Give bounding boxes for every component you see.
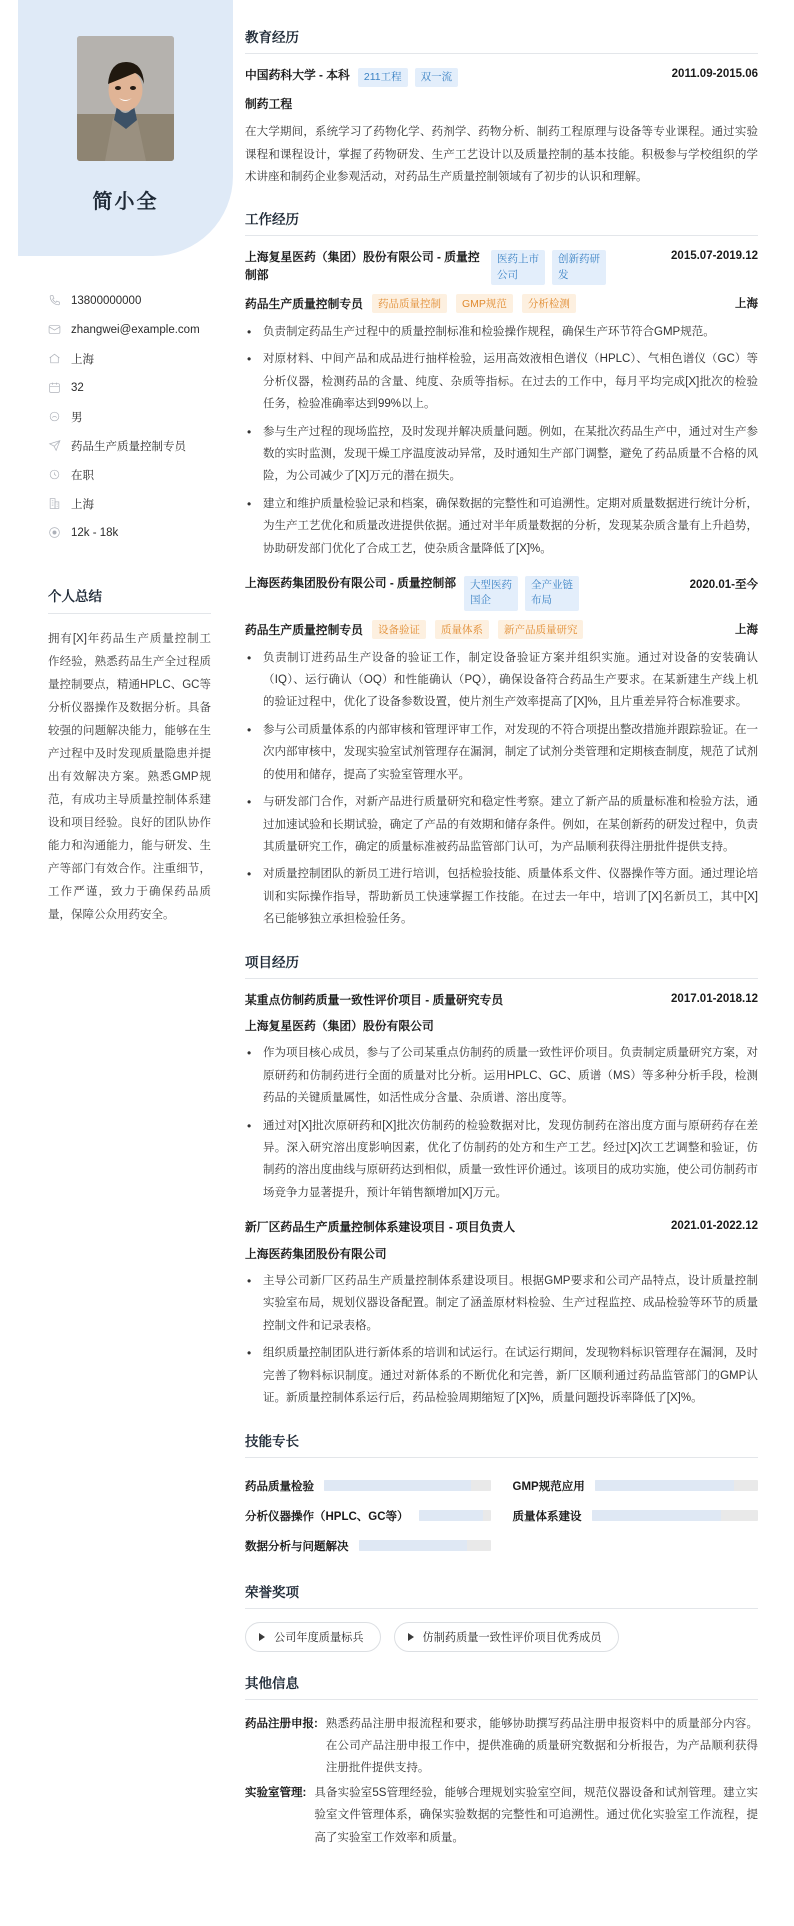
project-bullet: • 主导公司新厂区药品生产质量控制体系建设项目。根据GMP要求和公司产品特点，设计质量控制实验室布局，规划仪器设备配置。制定了涵盖原材料检验、生产过程监控、成品检验等环节的质量控制文件和记录表格。 xyxy=(245,1270,758,1337)
building-icon xyxy=(48,497,61,510)
work-bullet: • 负责制定药品生产过程中的质量控制标准和检验操作规程，确保生产环节符合GMP规范。 xyxy=(245,321,758,343)
project-bullet: • 通过对[X]批次原研药和[X]批次仿制药的检验数据对比，发现仿制药在溶出度方面与原研药存在差异。深入研究溶出度影响因素，优化了仿制药的处方和生产工艺。经过[X]次工艺调整和验证，仿制药的溶出度曲线与原研药达到相似，质量一致性评价通过。该项目的成功实施，使公司仿制药市场竞争力显著提升，预计年销售额增加[X]万元。 xyxy=(245,1115,758,1205)
work-company: 上海复星医药（集团）股份有限公司 - 质量控制部 xyxy=(245,250,480,283)
work-location: 上海 xyxy=(735,624,758,637)
salary-icon xyxy=(48,526,61,539)
project-date: 2021.01-2022.12 xyxy=(671,1220,758,1233)
work-tag: 全产业链布局 xyxy=(525,576,579,610)
contact-item-salary xyxy=(48,518,223,547)
contact-item-position xyxy=(48,431,223,460)
work-tag: 创新药研发 xyxy=(552,250,606,284)
education-date: 2011.09-2015.06 xyxy=(671,68,758,80)
other-label: 实验室管理: xyxy=(245,1786,307,1799)
work-role-tag: 新产品质量研究 xyxy=(498,620,584,639)
skill-label: GMP规范应用 xyxy=(512,1480,585,1493)
profile-panel xyxy=(18,0,233,256)
project-company: 上海复星医药（集团）股份有限公司 xyxy=(245,1019,434,1034)
honor-item[interactable] xyxy=(394,1622,619,1652)
work-entry xyxy=(245,249,758,560)
honor-label: 公司年度质量标兵 xyxy=(274,1631,364,1644)
work-bullet: • 参与生产过程的现场监控，及时发现并解决质量问题。例如，在某批次药品生产中，通过对生产参数的实时监测，发现干燥工序温度波动异常，及时通知生产部门调整，避免了药品质量不合格的风险，为公司减少了[X]万元的潜在损失。 xyxy=(245,421,758,488)
honors-title: 荣誉奖项 xyxy=(245,1581,758,1609)
education-title: 教育经历 xyxy=(245,26,758,54)
work-role-tag: 质量体系 xyxy=(435,620,489,639)
work-bullets xyxy=(245,321,758,560)
project-company: 上海医药集团股份有限公司 xyxy=(245,1246,387,1261)
work-title: 工作经历 xyxy=(245,208,758,236)
skill-item xyxy=(245,1501,491,1531)
work-bullet: • 建立和维护质量检验记录和档案，确保数据的完整性和可追溯性。定期对质量数据进行统计分析，为生产工艺优化和质量改进提供依据。通过对半年质量数据的分析，发现某杂质含量有上升趋势，协助研发部门优化了合成工艺，使杂质含量降低了[X]%。 xyxy=(245,493,758,560)
status-icon xyxy=(48,468,61,481)
sidebar xyxy=(0,0,233,1899)
contact-item-age xyxy=(48,373,223,402)
work-entry xyxy=(245,575,758,931)
work-tag: 大型医药国企 xyxy=(464,576,518,610)
contact-value: 药品生产质量控制专员 xyxy=(71,440,186,453)
education-entry xyxy=(245,67,758,188)
skill-progress-bar xyxy=(419,1510,491,1521)
projects-title: 项目经历 xyxy=(245,951,758,979)
skill-item xyxy=(245,1531,491,1561)
other-label: 药品注册申报: xyxy=(245,1717,318,1730)
contact-list xyxy=(0,286,233,547)
education-section xyxy=(245,26,758,188)
skill-item xyxy=(513,1471,759,1501)
summary-section xyxy=(0,585,233,927)
mail-icon xyxy=(48,323,61,336)
project-entry xyxy=(245,1219,758,1409)
skills-grid xyxy=(245,1471,758,1561)
other-section xyxy=(245,1672,758,1850)
skill-label: 分析仪器操作（HPLC、GC等） xyxy=(245,1510,409,1523)
education-tags xyxy=(358,67,664,87)
contact-item-phone xyxy=(48,286,223,315)
project-date: 2017.01-2018.12 xyxy=(671,992,758,1005)
contact-value: 男 xyxy=(71,411,83,424)
project-name: 新厂区药品生产质量控制体系建设项目 - 项目负责人 xyxy=(245,1220,516,1235)
skill-label: 质量体系建设 xyxy=(512,1510,582,1523)
skill-progress-bar xyxy=(324,1480,491,1491)
skills-title: 技能专长 xyxy=(245,1430,758,1458)
work-role-tag: 设备验证 xyxy=(372,620,426,639)
other-item xyxy=(245,1713,758,1780)
summary-title: 个人总结 xyxy=(48,585,211,614)
work-bullet: • 对原材料、中间产品和成品进行抽样检验，运用高效液相色谱仪（HPLC）、气相色谱仪（GC）等分析仪器，检测药品的含量、纯度、杂质等指标。在过去的工作中，每月平均完成[X]批次的检验任务，检验准确率达到99%以上。 xyxy=(245,348,758,415)
work-location: 上海 xyxy=(735,298,758,311)
contact-value: 在职 xyxy=(71,469,94,482)
project-bullet: • 组织质量控制团队进行新体系的培训和试运行。在试运行期间，发现物料标识管理存在漏洞，及时完善了物料标识制度。通过对新体系的不断优化和完善，新厂区顺利通过药品监管部门的GMP认证。新质量控制体系运行后，药品检验周期缩短了[X]%，质量问题投诉率降低了[X]%。 xyxy=(245,1342,758,1409)
summary-text: 拥有[X]年药品生产质量控制工作经验，熟悉药品生产全过程质量控制要点，精通HPLC、GC等分析仪器操作及数据分析。具备较强的问题解决能力，能够在生产过程中及时发现质量隐患并提出有效解决方案。熟悉GMP规范，有成功主导质量控制体系建设和项目经验。良好的团队协作能力和沟通能力，能与研发、生产等部门有效合作。注重细节，工作严谨，致力于确保药品质量，保障公众用药安全。 xyxy=(48,633,211,921)
contact-item-city xyxy=(48,344,223,373)
project-bullet: • 作为项目核心成员，参与了公司某重点仿制药的质量一致性评价项目。负责制定质量研究方案，对原研药和仿制药进行全面的质量对比分析。运用HPLC、GC、质谱（MS）等多种分析手段，检测药品的关键质量属性，如活性成分含量、杂质谱、溶出度等。 xyxy=(245,1042,758,1109)
main-content xyxy=(233,0,794,1899)
skill-label: 数据分析与问题解决 xyxy=(245,1540,349,1553)
work-role-tag: 分析检测 xyxy=(522,294,576,313)
honors-list xyxy=(245,1622,758,1652)
contact-value: zhangwei@example.com xyxy=(71,323,200,336)
person-name: 简小全 xyxy=(92,191,159,213)
skill-label: 药品质量检验 xyxy=(245,1480,314,1493)
send-icon xyxy=(48,439,61,452)
work-role-tag: 药品质量控制 xyxy=(372,294,447,313)
education-major: 制药工程 xyxy=(245,97,293,112)
education-description: 在大学期间，系统学习了药物化学、药剂学、药物分析、制药工程原理与设备等专业课程。通过实验课程和课程设计，掌握了药物研发、生产工艺设计以及质量控制的基本技能。积极参与学校组织的学术讲座和制药企业参观活动，对药品生产质量控制领域有了初步的认识和理解。 xyxy=(245,126,758,184)
other-title: 其他信息 xyxy=(245,1672,758,1700)
gender-icon xyxy=(48,410,61,423)
projects-section xyxy=(245,951,758,1410)
skill-progress-bar xyxy=(359,1540,491,1551)
work-section xyxy=(245,208,758,930)
project-bullets xyxy=(245,1270,758,1410)
skill-progress-bar xyxy=(595,1480,758,1491)
work-bullets xyxy=(245,647,758,931)
skill-item xyxy=(513,1501,759,1531)
work-tags xyxy=(464,575,682,610)
skill-item xyxy=(245,1471,491,1501)
contact-value: 13800000000 xyxy=(71,294,142,307)
education-tag: 双一流 xyxy=(415,68,459,87)
honors-section xyxy=(245,1581,758,1652)
education-school: 中国药科大学 - 本科 xyxy=(245,68,350,82)
contact-item-gender xyxy=(48,402,223,431)
work-company: 上海医药集团股份有限公司 - 质量控制部 xyxy=(245,576,457,591)
other-text: 具备实验室5S管理经验，能够合理规划实验室空间，规范仪器设备和试剂管理。建立实验室文件管理体系，确保实验数据的完整性和可追溯性。通过优化实验室工作流程，提高了实验室工作效率和质量。 xyxy=(314,1786,758,1844)
work-bullet: • 负责制订进药品生产设备的验证工作，制定设备验证方案并组织实施。通过对设备的安装确认（IQ）、运行确认（OQ）和性能确认（PQ），确保设备符合药品生产要求。在某新建生产线上机的验证过程中，优化了设备参数设置，使片剂生产效率提高了[X]%，且片重差异符合标准要求。 xyxy=(245,647,758,714)
skills-section xyxy=(245,1430,758,1561)
contact-value: 上海 xyxy=(71,498,94,511)
honor-label: 仿制药质量一致性评价项目优秀成员 xyxy=(422,1631,602,1644)
skill-progress-bar xyxy=(592,1510,759,1521)
work-bullet: • 与研发部门合作，对新产品进行质量研究和稳定性考察。建立了新产品的质量标准和检验方法，通过加速试验和长期试验，确定了产品的有效期和储存条件。例如，在某创新药的研发过程中，负责其质量研究工作，确定的质量标准被药品监管部门认可，为产品顺利获得注册批件提供支持。 xyxy=(245,791,758,858)
phone-icon xyxy=(48,294,61,307)
work-tags xyxy=(491,249,663,284)
contact-item-work-city xyxy=(48,489,223,518)
calendar-icon xyxy=(48,381,61,394)
work-date: 2020.01-至今 xyxy=(689,579,758,592)
work-bullet: • 对质量控制团队的新员工进行培训，包括检验技能、质量体系文件、仪器操作等方面。通过理论培训和实际操作指导，帮助新员工快速掌握工作技能。在过去一年中，培训了[X]名新员工，其中[X]名已能够独立承担检验任务。 xyxy=(245,863,758,930)
play-triangle-icon xyxy=(259,1633,265,1641)
home-icon xyxy=(48,352,61,365)
work-date: 2015.07-2019.12 xyxy=(671,250,758,263)
work-role: 药品生产质量控制专员 xyxy=(245,296,363,311)
project-entry xyxy=(245,992,758,1205)
project-bullets xyxy=(245,1042,758,1204)
contact-value: 32 xyxy=(71,381,84,394)
contact-value: 上海 xyxy=(71,353,94,366)
contact-item-status xyxy=(48,460,223,489)
work-role-tag: GMP规范 xyxy=(456,294,513,313)
contact-value: 12k - 18k xyxy=(71,526,119,539)
work-role: 药品生产质量控制专员 xyxy=(245,622,363,637)
play-triangle-icon xyxy=(408,1633,414,1641)
portrait-photo xyxy=(77,36,174,161)
work-bullet: • 参与公司质量体系的内部审核和管理评审工作，对发现的不符合项提出整改措施并跟踪验证。在一次内部审核中，发现实验室试剂管理存在漏洞，制定了试剂分类管理和定期核查制度，规范了试剂的使用和储存，提高了实验室管理水平。 xyxy=(245,719,758,786)
education-tag: 211工程 xyxy=(358,68,408,87)
other-item xyxy=(245,1782,758,1849)
work-tag: 医药上市公司 xyxy=(491,250,545,284)
honor-item[interactable] xyxy=(245,1622,381,1652)
other-text: 熟悉药品注册申报流程和要求，能够协助撰写药品注册申报资料中的质量部分内容。在公司产品注册申报工作中，提供准确的质量研究数据和分析报告，为产品顺利获得注册批件提供支持。 xyxy=(325,1717,758,1775)
contact-item-email xyxy=(48,315,223,344)
project-name: 某重点仿制药质量一致性评价项目 - 质量研究专员 xyxy=(245,992,504,1007)
